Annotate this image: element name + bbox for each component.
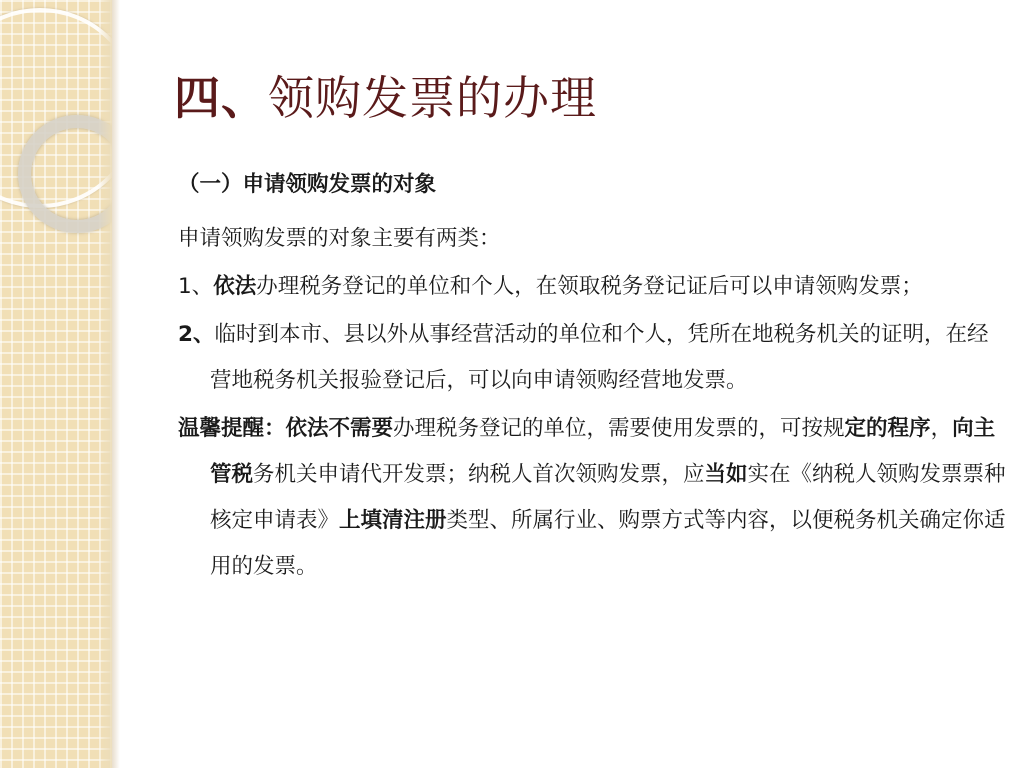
slide-body [178,162,1008,592]
tip-text: 实在《纳税人领购发票票种核定申请表》 [210,462,1006,533]
emphasis-text: 当如 [704,462,748,487]
title-text: 领购发票的办理 [268,71,597,125]
emphasis-text: 向主管税 [210,416,996,487]
list-item-2 [178,312,1008,404]
intro-paragraph: 申请领购发票的对象主要有两类： [178,226,501,251]
tip-text: ， [930,416,953,441]
tip-text: 类型、所属行业、购票方式等内容，以便税务机关确定你适用的发票。 [210,508,1006,579]
emphasis-text: 定的程序 [844,416,931,441]
title-number: 四、 [174,71,268,125]
subheading: （一）申请领购发票的对象 [178,172,437,197]
emphasis-text: 依法 [213,274,257,299]
tip-text: 务机关申请代开发票；纳税人首次领购发票，应 [253,462,705,487]
tip-label: 温馨提醒： [178,416,286,441]
tip-paragraph [178,406,1008,590]
tip-text: 办理税务登记的单位，需要使用发票的，可按规 [393,416,845,441]
side-panel-shadow [112,0,120,768]
list-item-number: 1、 [178,274,214,299]
decorative-side-panel [0,0,112,768]
list-item-text: 办理税务登记的单位和个人，在领取税务登记证后可以申请领购发票； [256,274,923,299]
list-item-text: 临时到本市、县以外从事经营活动的单位和个人，凭所在地税务机关的证明，在经营地税务机关报验登记后，可以向申请领购经营地发票。 [210,322,989,393]
slide-title [174,62,597,128]
emphasis-text: 依法不需要 [285,416,394,441]
list-item-1 [178,264,1008,310]
list-item-number: 2、 [178,322,215,347]
emphasis-text: 上填清注册 [339,508,447,533]
